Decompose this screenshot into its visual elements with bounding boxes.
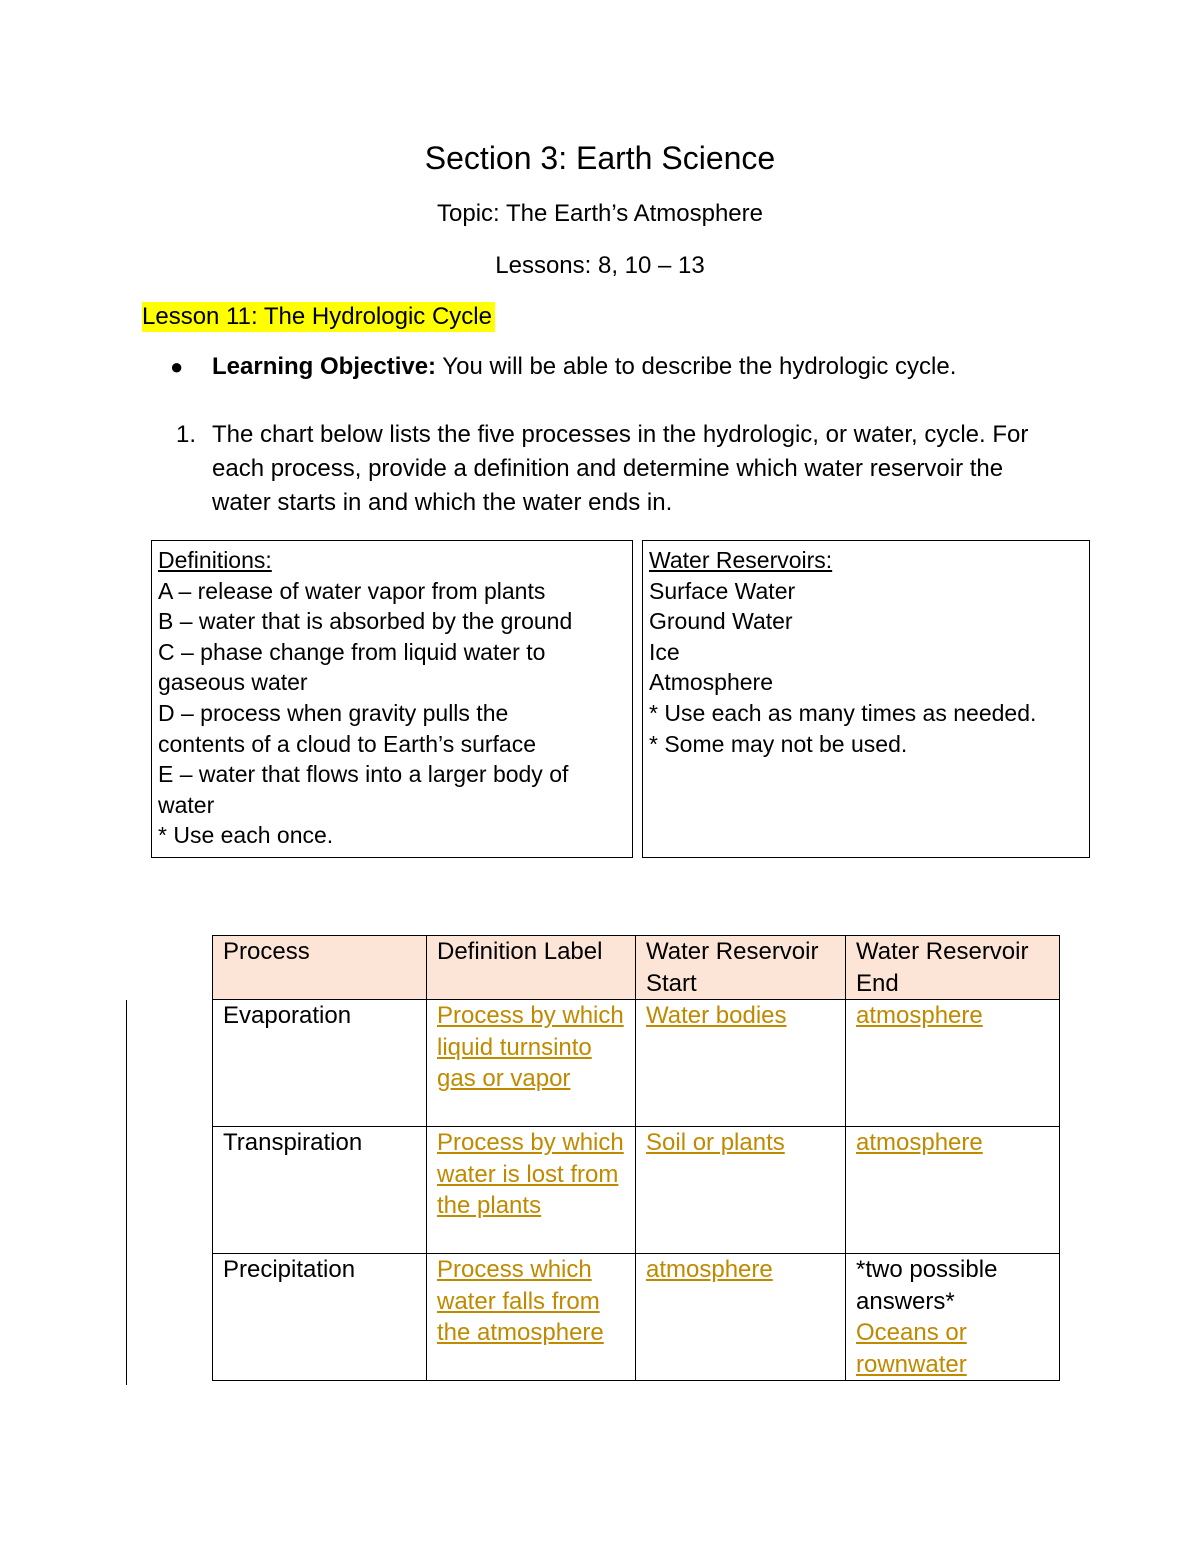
objective-text: You will be able to describe the hydrologic cycle. [436,353,957,380]
topic-line: Topic: The Earth’s Atmosphere [437,200,763,227]
bullet-icon: ● [170,354,184,379]
start-answer: Water bodies [646,1002,787,1029]
table-header-row [213,936,1060,1000]
reservoirs-heading: Water Reservoirs: [649,547,833,573]
end-answer-cell[interactable] [846,1000,1060,1127]
objective-label: Learning Objective: [212,353,437,380]
definition-line: B – water that is absorbed by the ground [158,608,573,635]
column-header: Water Reservoir Start [636,936,846,1000]
definitions-heading: Definitions: [158,547,272,573]
definition-answer: Process by which liquid turnsinto gas or vapor [437,1002,624,1092]
column-header: Process [213,936,427,1000]
process-cell: Transpiration [213,1127,427,1254]
start-answer-cell[interactable] [636,1000,846,1127]
margin-line [126,1000,127,1385]
start-answer: atmosphere [646,1256,773,1283]
item-text: The chart below lists the five processes in the hydrologic, or water, cycle. For each process, provide a definition and determine which water reservoir the water starts in and which the water ends in. [212,421,1029,516]
table-row [213,1254,1060,1381]
end-answer: Oceans or rownwater [856,1319,967,1378]
end-answer-cell[interactable] [846,1254,1060,1381]
reservoirs-box [642,540,1090,858]
definition-line: gaseous water [158,669,308,696]
definition-line: * Use each once. [158,822,334,849]
definition-line: E – water that flows into a larger body of [158,761,569,788]
process-cell: Precipitation [213,1254,427,1381]
page-title: Section 3: Earth Science [424,140,776,176]
reservoir-line: Ground Water [649,608,793,635]
item-number: 1. [176,421,197,448]
definition-answer: Process which water falls from the atmosphere [437,1256,604,1346]
definition-line: D – process when gravity pulls the [158,699,509,726]
process-cell: Evaporation [213,1000,427,1127]
definition-line: contents of a cloud to Earth’s surface [158,730,537,757]
end-answer: atmosphere [856,1002,983,1029]
definition-answer-cell[interactable] [427,1254,636,1381]
column-header: Definition Label [427,936,636,1000]
reservoir-line: Atmosphere [649,669,774,696]
definition-answer: Process by which water is lost from the plants [437,1129,624,1219]
process-table [212,935,1060,1381]
definitions-box [151,540,633,858]
reservoir-line: Surface Water [649,577,796,604]
reservoir-line: Ice [649,638,680,665]
definition-line: C – phase change from liquid water to [158,638,546,665]
definition-answer-cell[interactable] [427,1000,636,1127]
end-note: *two possible answers* [856,1256,998,1315]
start-answer: Soil or plants [646,1129,785,1156]
lesson-heading: Lesson 11: The Hydrologic Cycle [142,302,495,332]
end-answer-cell[interactable] [846,1127,1060,1254]
table-row [213,1127,1060,1254]
lessons-line: Lessons: 8, 10 – 13 [495,252,705,279]
table-row [213,1000,1060,1127]
reservoir-line: * Use each as many times as needed. [649,699,1037,726]
end-answer: atmosphere [856,1129,983,1156]
definition-line: A – release of water vapor from plants [158,577,546,604]
column-header: Water Reservoir End [846,936,1060,1000]
reservoir-line: * Some may not be used. [649,730,908,757]
start-answer-cell[interactable] [636,1127,846,1254]
definition-line: water [158,791,215,818]
definition-answer-cell[interactable] [427,1127,636,1254]
start-answer-cell[interactable] [636,1254,846,1381]
